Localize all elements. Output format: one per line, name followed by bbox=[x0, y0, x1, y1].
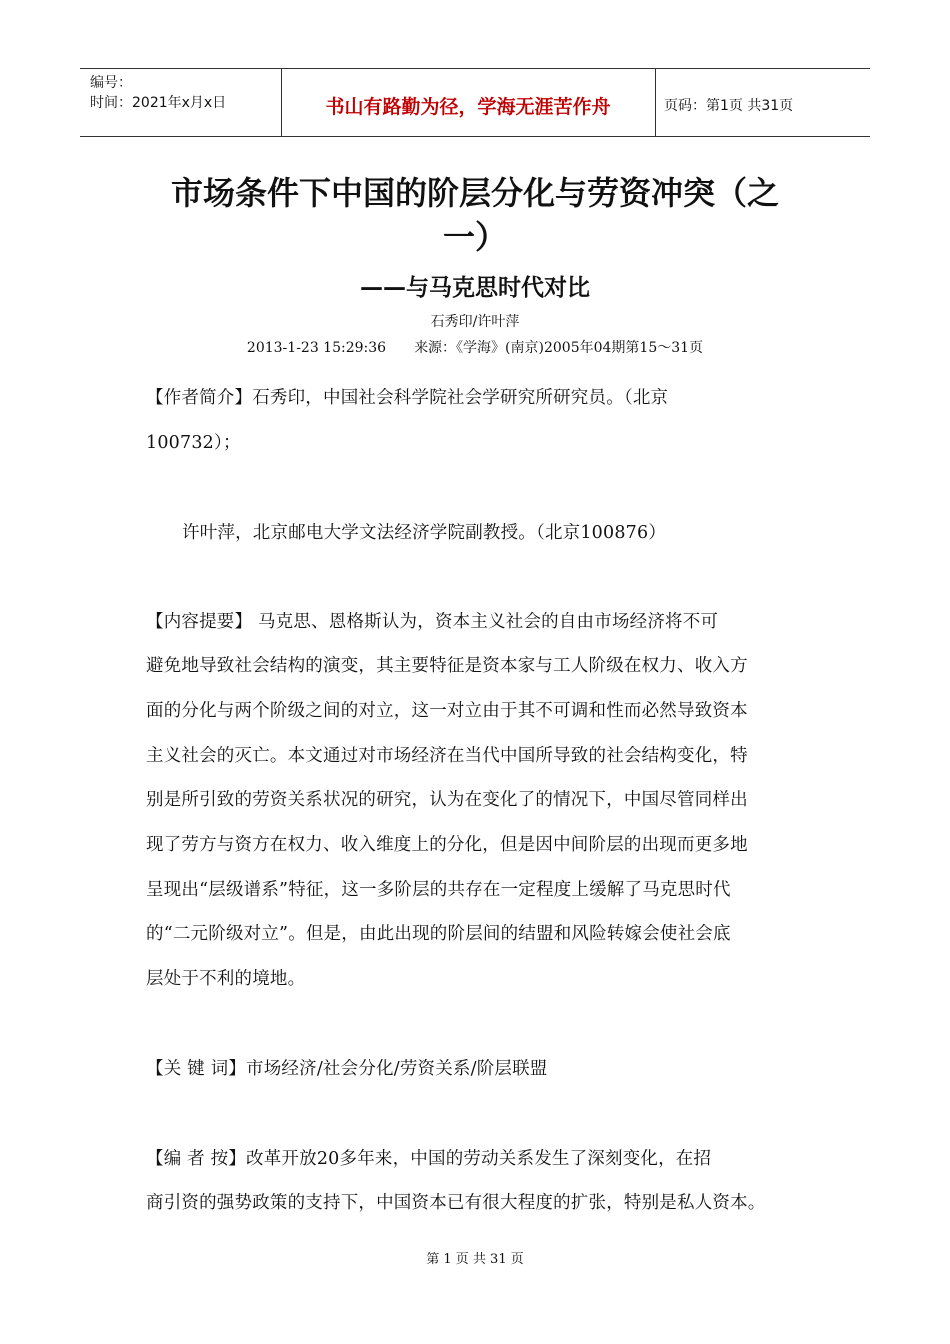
abstract-line: 层处于不利的境地。 bbox=[146, 969, 306, 989]
abstract-line: 主义社会的灭亡。本文通过对市场经济在当代中国所导致的社会结构变化，特 bbox=[146, 746, 748, 766]
author-intro-line: 100732）； bbox=[146, 433, 241, 453]
header-motto: 书山有路勤为径，学海无涯苦作舟 bbox=[325, 96, 611, 118]
article-authors: 石秀印/许叶萍 bbox=[430, 314, 520, 330]
header-page-info: 页码：第1页 共31页 bbox=[664, 98, 794, 114]
article-datetime: 2013-1-23 15:29:36 bbox=[246, 340, 387, 356]
article-title-line1: 市场条件下中国的阶层分化与劳资冲突（之 bbox=[170, 174, 779, 212]
abstract-line: 避免地导致社会结构的演变，其主要特征是资本家与工人阶级在权力、收入方 bbox=[146, 656, 748, 676]
abstract-line: 呈现出“层级谱系”特征，这一多阶层的共存在一定程度上缓解了马克思时代 bbox=[146, 880, 731, 900]
abstract-line: 别是所引致的劳资关系状况的研究，认为在变化了的情况下，中国尽管同样出 bbox=[146, 790, 748, 810]
author-intro-second: 许叶萍，北京邮电大学文法经济学院副教授。（北京100876） bbox=[182, 523, 667, 543]
abstract-line: 现了劳方与资方在权力、收入维度上的分化，但是因中间阶层的出现而更多地 bbox=[146, 835, 748, 855]
header-bottom-border bbox=[80, 136, 870, 137]
article-source: 来源：《学海》(南京)2005年04期第15～31页 bbox=[414, 340, 704, 356]
editor-note-line: 【编 者 按】改革开放20多年来，中国的劳动关系发生了深刻变化，在招 bbox=[146, 1149, 712, 1169]
editor-note-line: 商引资的强势政策的支持下，中国资本已有很大程度的扩张，特别是私人资本。 bbox=[146, 1193, 766, 1213]
abstract-line: 【内容提要】 马克思、恩格斯认为，资本主义社会的自由市场经济将不可 bbox=[146, 612, 719, 632]
article-subtitle: ——与马克思时代对比 bbox=[360, 275, 590, 301]
page-footer: 第 1 页 共 31 页 bbox=[426, 1252, 524, 1267]
header-number-label: 编号： bbox=[90, 75, 132, 91]
abstract-line: 的“二元阶级对立”。但是，由此出现的阶层间的结盟和风险转嫁会使社会底 bbox=[146, 924, 731, 944]
header-time-label: 时间：2021年x月x日 bbox=[90, 95, 227, 111]
keywords: 【关 键 词】市场经济/社会分化/劳资关系/阶层联盟 bbox=[146, 1059, 548, 1079]
author-intro-line: 【作者简介】石秀印，中国社会科学院社会学研究所研究员。（北京 bbox=[146, 388, 669, 408]
article-title-line2: 一） bbox=[442, 218, 507, 256]
header-top-border bbox=[80, 68, 870, 69]
article-meta bbox=[130, 337, 820, 357]
header-divider-right bbox=[655, 68, 656, 136]
abstract-line: 面的分化与两个阶级之间的对立，这一对立由于其不可调和性而必然导致资本 bbox=[146, 701, 748, 721]
